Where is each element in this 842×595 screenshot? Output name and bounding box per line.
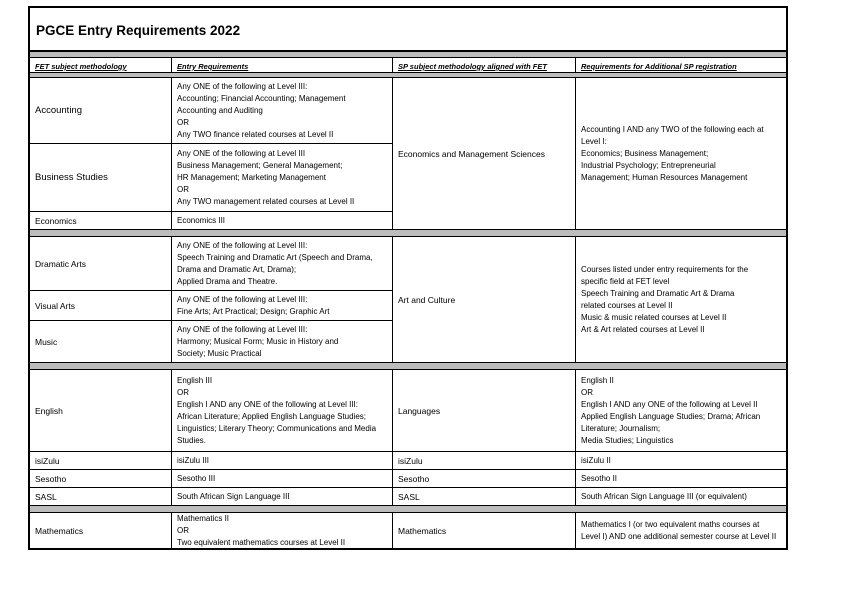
header-sp-subject: SP subject methodology aligned with FET — [393, 58, 576, 73]
req-line: Two equivalent mathematics courses at Level II — [177, 537, 346, 547]
req-line: Any ONE of the following at Level III: — [177, 294, 308, 304]
subject-label: SASL — [35, 491, 57, 502]
req-line: Mathematics I (or two equivalent maths courses at — [581, 519, 760, 529]
req-line: OR — [177, 387, 189, 397]
subject-business-studies — [30, 144, 172, 212]
req-line: isiZulu III — [177, 455, 210, 465]
req-line: Literature; Journalism; — [581, 423, 661, 433]
subject-label: Sesotho — [35, 473, 67, 484]
req-line: Harmony; Musical Form; Music in History and — [177, 336, 339, 346]
sp-subject-label: Mathematics — [398, 525, 447, 536]
req-line: English I AND any ONE of the following at Level III: — [177, 399, 358, 409]
sp-subject-isizulu — [393, 452, 576, 470]
req-line: Economics III — [177, 215, 226, 225]
req-sesotho — [172, 470, 393, 488]
req-line: Applied English Language Studies; Drama; African — [581, 411, 761, 421]
req-line: Applied Drama and Theatre. — [177, 276, 278, 286]
req-line: OR — [177, 525, 189, 535]
subject-label: Accounting — [35, 104, 83, 116]
sp-subject-mathematics — [393, 513, 576, 548]
req-line: Media Studies; Linguistics — [581, 435, 674, 445]
sp-subject-sesotho — [393, 470, 576, 488]
req-line: Sesotho III — [177, 473, 216, 483]
req-line: Speech Training and Dramatic Art (Speech and Drama, — [177, 252, 373, 262]
subject-label: Economics — [35, 215, 77, 226]
sp-req-english — [576, 370, 786, 452]
req-line: English I AND any ONE of the following at Level II — [581, 399, 758, 409]
sp-req-sasl — [576, 488, 786, 506]
req-line: Any TWO finance related courses at Level II — [177, 129, 334, 139]
subject-label: Music — [35, 336, 58, 347]
req-line: Linguistics; Literary Theory; Communications and Media — [177, 423, 377, 433]
sp-req-mathematics — [576, 513, 786, 548]
req-line: Courses listed under entry requirements for the — [581, 264, 749, 274]
req-line: Business Management; General Management; — [177, 160, 343, 170]
sp-req-art-culture — [576, 237, 786, 363]
req-music — [172, 321, 393, 363]
req-line: English III — [177, 375, 213, 385]
sp-subject-ems — [393, 78, 576, 230]
subject-economics — [30, 212, 172, 230]
subject-visual-arts — [30, 291, 172, 321]
sp-subject-label: SASL — [398, 491, 420, 502]
subject-sesotho — [30, 470, 172, 488]
req-line: related courses at Level II — [581, 300, 673, 310]
req-accounting — [172, 78, 393, 144]
subject-english — [30, 370, 172, 452]
sp-subject-label: Sesotho — [398, 473, 430, 484]
req-line: OR — [177, 117, 189, 127]
subject-mathematics — [30, 513, 172, 548]
req-business-studies — [172, 144, 393, 212]
req-line: Any ONE of the following at Level III: — [177, 324, 308, 334]
req-economics — [172, 212, 393, 230]
sp-subject-art-culture — [393, 237, 576, 363]
req-isizulu — [172, 452, 393, 470]
sp-subject-sasl — [393, 488, 576, 506]
req-line: South African Sign Language III — [177, 491, 290, 501]
req-mathematics — [172, 513, 393, 548]
req-line: specific field at FET level — [581, 276, 670, 286]
req-line: Any ONE of the following at Level III: — [177, 81, 308, 91]
requirements-document — [28, 6, 788, 550]
req-line: Any TWO management related courses at Level II — [177, 196, 355, 206]
req-line: Accounting I AND any TWO of the following each at Level I: — [581, 124, 764, 146]
req-line: Art & Art related courses at Level II — [581, 324, 705, 334]
req-line: Level I) AND one additional semester course at Level II — [581, 531, 777, 541]
req-line: Industrial Psychology; Entrepreneurial — [581, 160, 716, 170]
req-line: Economics; Business Management; — [581, 148, 709, 158]
subject-label: Visual Arts — [35, 300, 76, 311]
sp-subject-label: Art and Culture — [398, 294, 456, 305]
subject-music — [30, 321, 172, 363]
sp-req-isizulu — [576, 452, 786, 470]
req-sasl — [172, 488, 393, 506]
req-line: OR — [581, 387, 593, 397]
req-line: Any ONE of the following at Level III: — [177, 240, 308, 250]
req-line: Fine Arts; Art Practical; Design; Graphic Art — [177, 306, 330, 316]
document-title: PGCE Entry Requirements 2022 — [36, 23, 241, 38]
req-line: South African Sign Language III (or equivalent) — [581, 491, 747, 501]
req-line: Drama and Dramatic Art, Drama); — [177, 264, 297, 274]
req-line: Music & music related courses at Level II — [581, 312, 727, 322]
sp-subject-label: Economics and Management Sciences — [398, 148, 545, 159]
header-fet-subject: FET subject methodology — [30, 58, 172, 73]
sp-req-sesotho — [576, 470, 786, 488]
document-title-bar — [30, 8, 786, 52]
req-line: Mathematics II — [177, 513, 230, 523]
sp-subject-label: isiZulu — [398, 455, 423, 466]
subject-label: isiZulu — [35, 455, 60, 466]
req-line: Any ONE of the following at Level III — [177, 148, 306, 158]
req-dramatic-arts — [172, 237, 393, 291]
subject-label: Mathematics — [35, 525, 84, 536]
subject-label: English — [35, 405, 63, 416]
req-line: English II — [581, 375, 614, 385]
separator-band — [30, 506, 786, 513]
req-line: OR — [177, 184, 189, 194]
req-line: Management; Human Resources Management — [581, 172, 748, 182]
subject-sasl — [30, 488, 172, 506]
req-line: Society; Music Practical — [177, 348, 262, 358]
req-line: Sesotho II — [581, 473, 618, 483]
header-entry-requirements: Entry Requirements — [172, 58, 393, 73]
req-line: isiZulu II — [581, 455, 611, 465]
sp-subject-label: Languages — [398, 405, 441, 416]
subject-dramatic-arts — [30, 237, 172, 291]
sp-subject-languages — [393, 370, 576, 452]
req-line: Accounting and Auditing — [177, 105, 263, 115]
subject-accounting — [30, 78, 172, 144]
sp-req-ems — [576, 78, 786, 230]
req-line: HR Management; Marketing Management — [177, 172, 326, 182]
req-line: Speech Training and Dramatic Art & Drama — [581, 288, 735, 298]
req-visual-arts — [172, 291, 393, 321]
header-sp-additional: Requirements for Additional SP registration — [576, 58, 786, 73]
req-english — [172, 370, 393, 452]
subject-label: Dramatic Arts — [35, 258, 87, 269]
req-line: Studies. — [177, 435, 206, 445]
separator-band — [30, 230, 786, 237]
req-line: African Literature; Applied English Language Studies; — [177, 411, 367, 421]
separator-band — [30, 363, 786, 370]
subject-isizulu — [30, 452, 172, 470]
subject-label: Business Studies — [35, 171, 108, 183]
req-line: Accounting; Financial Accounting; Management — [177, 93, 346, 103]
